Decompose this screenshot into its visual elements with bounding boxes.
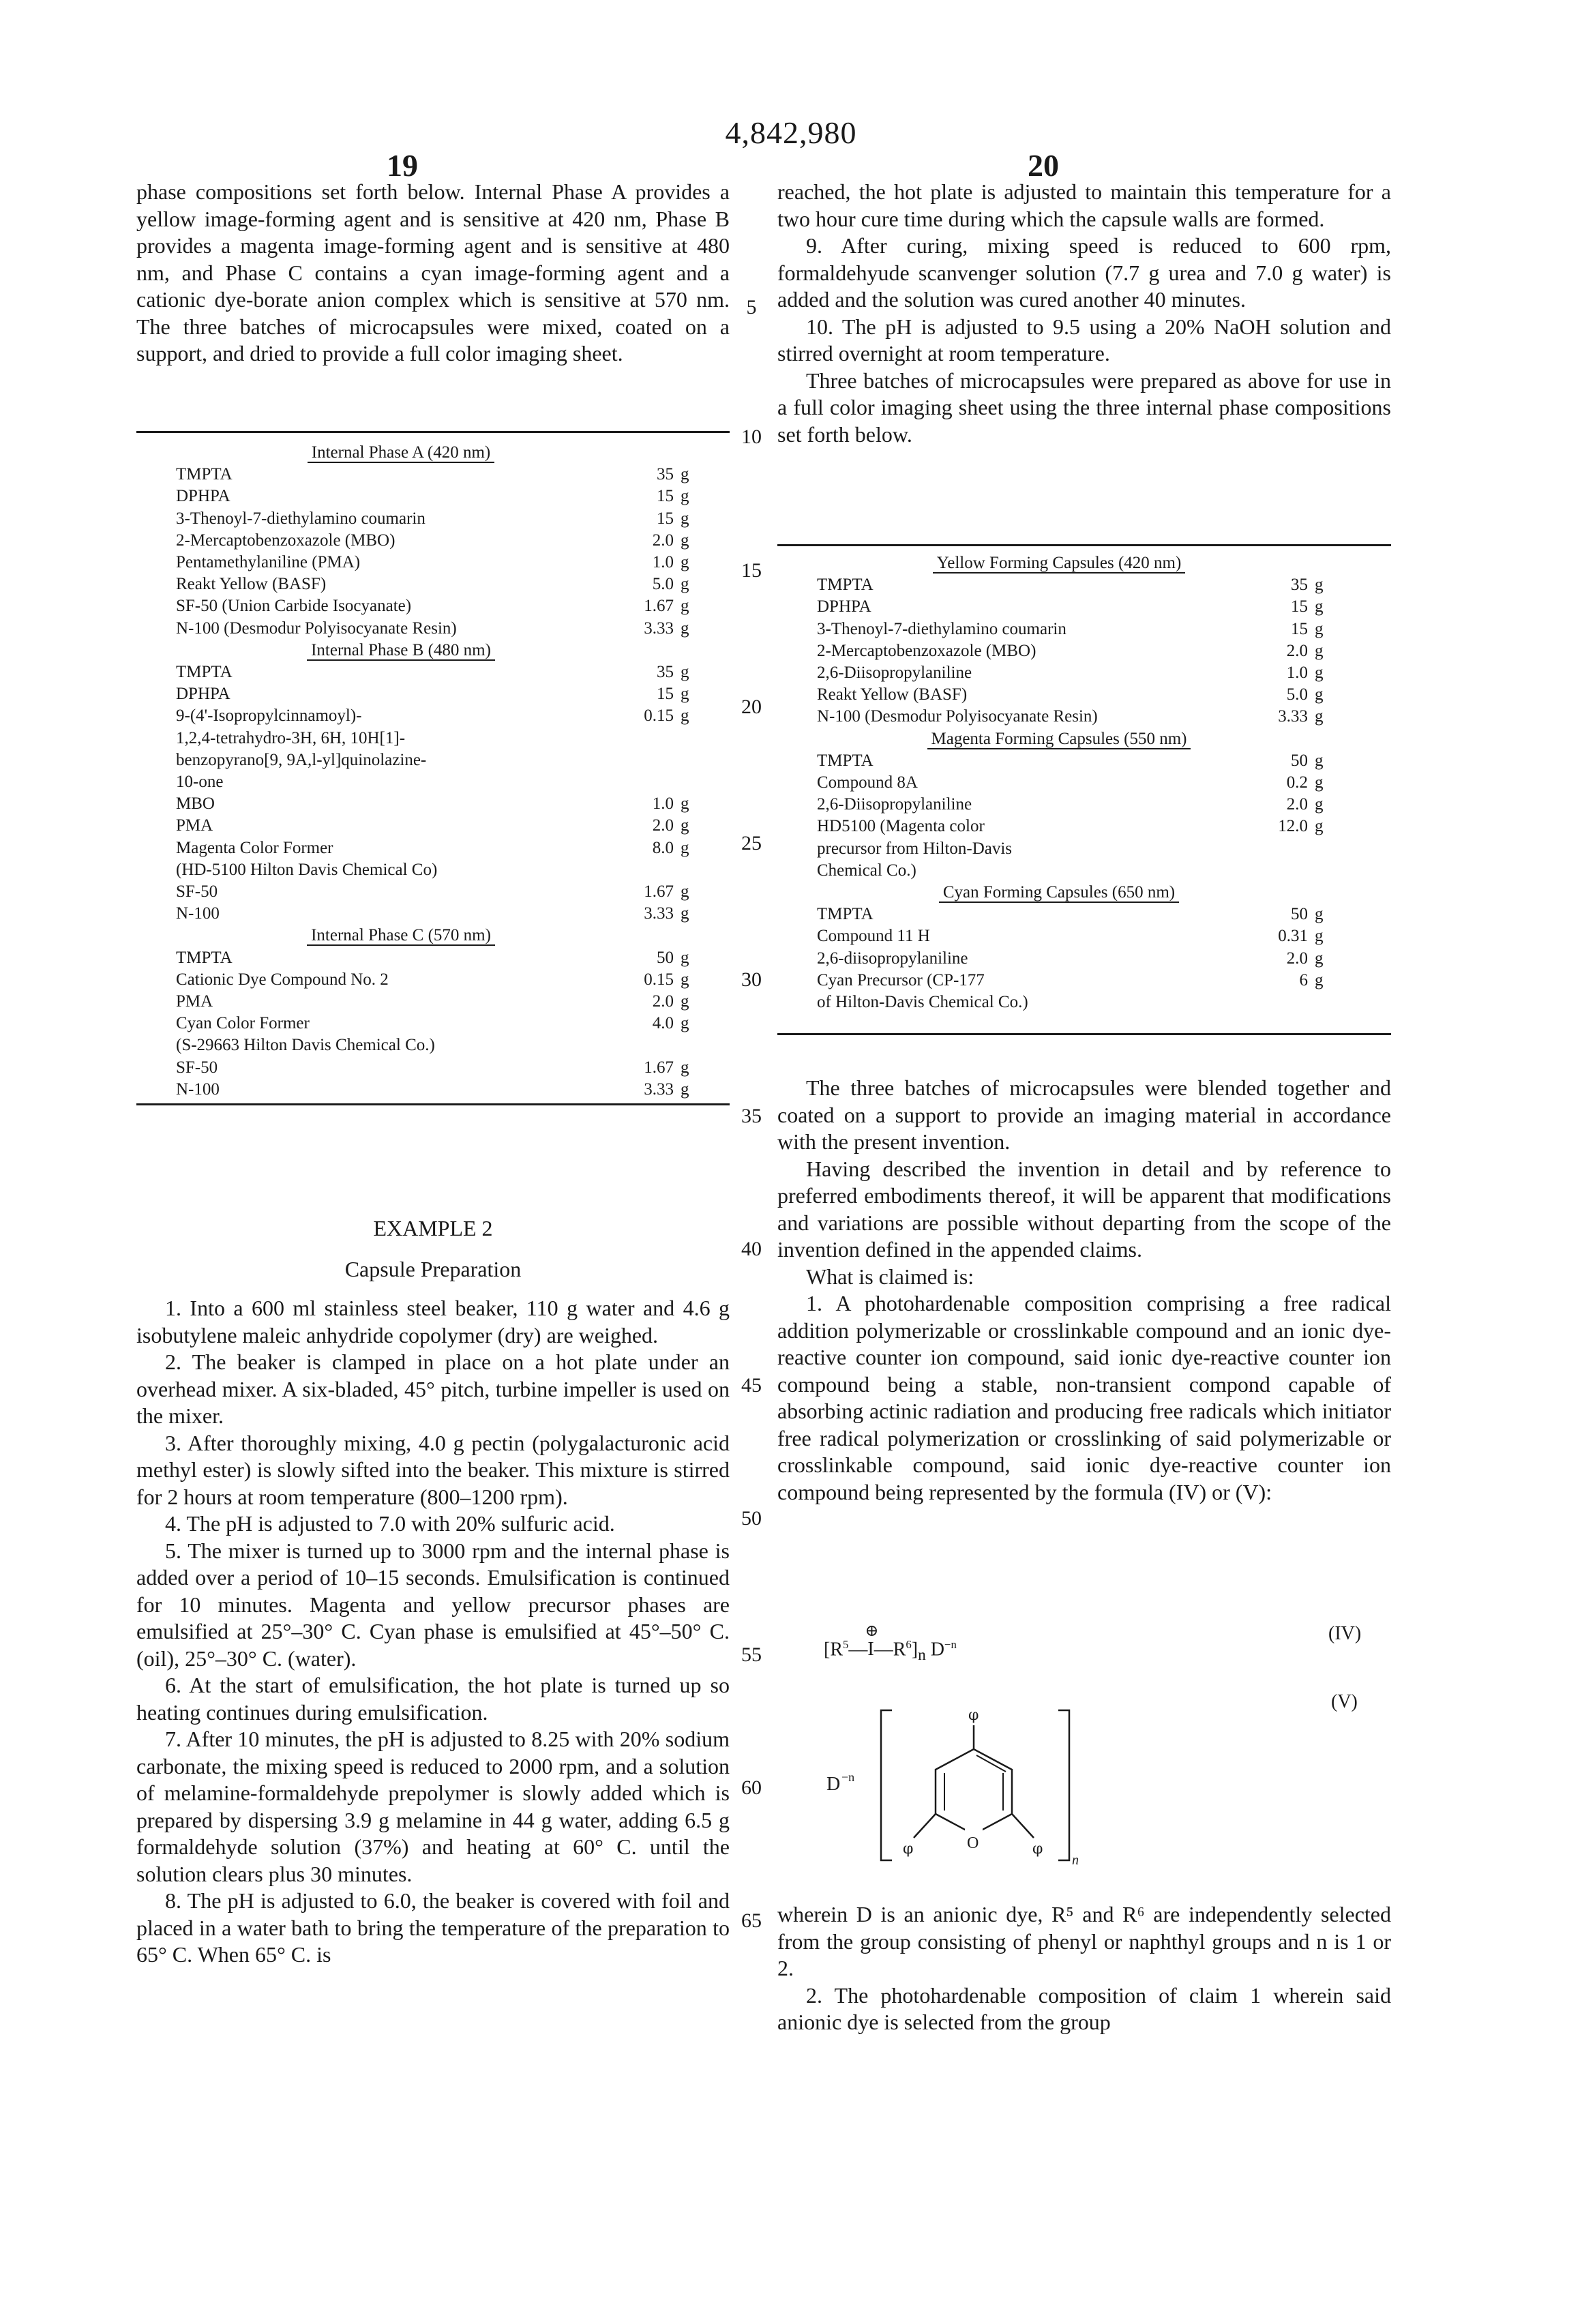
- svg-text:φ: φ: [1032, 1841, 1043, 1858]
- table-row: [176, 881, 701, 903]
- material-unit: g: [681, 881, 701, 903]
- table-row: [176, 903, 701, 925]
- material-name: 2,6-Diisopropylaniline: [817, 662, 1260, 684]
- right-paragraph-batches: Three batches of microcapsules were prepared as above for use in a full color imaging sheet using the three internal phase compositions set forth below.: [777, 368, 1391, 449]
- material-unit: [1315, 860, 1335, 882]
- material-amount: 1.67: [626, 595, 681, 617]
- table-row: [176, 771, 701, 793]
- right-page-number: 20: [1002, 147, 1084, 183]
- material-amount: 1.0: [626, 793, 681, 815]
- claim-2: 2. The photohardenable composition of claim 1 wherein said anionic dye is selected from the group: [777, 1982, 1391, 2036]
- table2-top-rule: [777, 544, 1391, 546]
- material-unit: [681, 771, 701, 793]
- material-unit: [681, 1034, 701, 1056]
- table-row: [176, 530, 701, 552]
- right-column-top: [777, 179, 1391, 448]
- material-amount: [626, 859, 681, 881]
- material-name: Cyan Color Former: [176, 1013, 626, 1034]
- material-amount: 2.0: [626, 991, 681, 1013]
- material-name: Chemical Co.): [817, 860, 1260, 882]
- material-unit: g: [1315, 816, 1335, 837]
- table-row: [176, 1079, 701, 1101]
- material-unit: g: [1315, 925, 1335, 947]
- material-name: Magenta Color Former: [176, 837, 626, 859]
- material-name: 3-Thenoyl-7-diethylamino coumarin: [176, 508, 626, 530]
- material-amount: 0.15: [626, 705, 681, 727]
- material-amount: 35: [626, 464, 681, 486]
- line-number: 65: [731, 1909, 772, 1933]
- material-unit: g: [681, 661, 701, 683]
- material-name: 2-Mercaptobenzoxazole (MBO): [817, 640, 1260, 662]
- yellow-title: Yellow Forming Capsules (420 nm): [933, 554, 1186, 573]
- formula-iv: [R5—I ⊕ —R6]n D−n: [824, 1638, 957, 1665]
- line-number: 15: [731, 559, 772, 582]
- step-8: 8. The pH is adjusted to 6.0, the beaker is covered with foil and placed in a water bath to bring the temperature of the preparation to 65° C. When 65° C. is: [136, 1888, 730, 1969]
- material-amount: 15: [1260, 619, 1315, 640]
- line-number: 20: [731, 696, 772, 719]
- material-amount: 5.0: [626, 573, 681, 595]
- material-name: PMA: [176, 991, 626, 1013]
- material-amount: [626, 1034, 681, 1056]
- material-name: 2,6-Diisopropylaniline: [817, 794, 1260, 816]
- material-unit: [681, 728, 701, 749]
- line-number: 45: [731, 1374, 772, 1397]
- wherein-paragraph: wherein D is an anionic dye, R⁵ and R⁶ are independently selected from the group consisting of phenyl or naphthyl groups and n is 1 or 2.: [777, 1901, 1391, 1982]
- svg-text:O: O: [967, 1834, 979, 1852]
- material-unit: g: [681, 1013, 701, 1034]
- step-9: 9. After curing, mixing speed is reduced to 600 rpm, formaldehyude scanvenger solution (7.7 g urea and 7.0 g water) is added and the solution was cured another 40 minutes.: [777, 233, 1391, 314]
- table-row: [817, 772, 1335, 794]
- material-unit: g: [1315, 904, 1335, 925]
- example-heading: EXAMPLE 2: [136, 1215, 730, 1242]
- step-3: 3. After thoroughly mixing, 4.0 g pectin (polygalacturonic acid methyl ester) is slowly sifted into the beaker. This mixture is stirred for 2 hours at room temperature (800–1200 rpm).: [136, 1430, 730, 1511]
- right-paragraph-1: reached, the hot plate is adjusted to maintain this temperature for a two hour cure time during which the capsule walls are formed.: [777, 179, 1391, 233]
- material-amount: [1260, 860, 1315, 882]
- formula-v-label: (V): [1331, 1691, 1358, 1713]
- material-name: Cyan Precursor (CP-177: [817, 970, 1260, 992]
- table-row: [176, 1057, 701, 1079]
- step-2: 2. The beaker is clamped in place on a hot plate under an overhead mixer. A six-bladed, 45° pitch, turbine impeller is used on the mixer.: [136, 1349, 730, 1430]
- material-amount: 15: [1260, 596, 1315, 618]
- step-5: 5. The mixer is turned up to 3000 rpm and the internal phase is added over a period of 10–15 seconds. Emulsification is continued for 10 minutes. Magenta and yellow precursor phases are emulsified at 25°–30° C. Cyan phase is emulsified at 45°–50° C. (oil), 25°–30° C. (water).: [136, 1538, 730, 1673]
- table-row: [817, 904, 1335, 925]
- capsule-prep-subheading: Capsule Preparation: [136, 1256, 730, 1283]
- material-amount: [1260, 838, 1315, 860]
- table-row: [817, 574, 1335, 596]
- material-amount: 1.0: [626, 552, 681, 573]
- capsule-table: [817, 552, 1335, 1013]
- svg-text:n: n: [1072, 1853, 1079, 1868]
- material-amount: 5.0: [1260, 684, 1315, 706]
- table-row: [817, 706, 1335, 728]
- material-name: Pentamethylaniline (PMA): [176, 552, 626, 573]
- material-name: DPHPA: [176, 683, 626, 705]
- table-row: [176, 859, 701, 881]
- material-name: SF-50: [176, 1057, 626, 1079]
- table-row: [817, 816, 1335, 837]
- table-row: [176, 508, 701, 530]
- material-unit: g: [1315, 750, 1335, 772]
- table-row: [817, 838, 1335, 860]
- phase-a-section: [176, 442, 701, 640]
- svg-text:D: D: [826, 1774, 840, 1795]
- line-number: 10: [731, 426, 772, 449]
- table-row: [176, 683, 701, 705]
- material-amount: 1.0: [1260, 662, 1315, 684]
- step-7: 7. After 10 minutes, the pH is adjusted to 8.25 with 20% sodium carbonate, the mixing speed is reduced to 2000 rpm, and a solution of melamine-formaldehyde prepolymer is slowly added which is prepared by dispersing 3.9 g melamine in 44 g water, adding 6.5 g formaldehyde solution (37%) and heating at 60° C. until the solution clears plus 30 minutes.: [136, 1726, 730, 1888]
- table-row: [817, 860, 1335, 882]
- material-name: HD5100 (Magenta color: [817, 816, 1260, 837]
- material-name: (HD-5100 Hilton Davis Chemical Co): [176, 859, 626, 881]
- phase-b-section: [176, 640, 701, 925]
- material-name: N-100 (Desmodur Polyisocyanate Resin): [176, 618, 626, 640]
- material-name: Cationic Dye Compound No. 2: [176, 969, 626, 991]
- material-name: benzopyrano[9, 9A,l-yl]quinolazine-: [176, 749, 626, 771]
- table-row: [176, 661, 701, 683]
- material-amount: 1.67: [626, 881, 681, 903]
- material-name: N-100: [176, 1079, 626, 1101]
- material-unit: g: [681, 508, 701, 530]
- material-unit: [681, 859, 701, 881]
- line-number: 60: [731, 1776, 772, 1800]
- table-row: [817, 596, 1335, 618]
- table-row: [176, 991, 701, 1013]
- phase-c-title: Internal Phase C (570 nm): [307, 926, 495, 946]
- material-amount: 3.33: [1260, 706, 1315, 728]
- material-amount: 1.67: [626, 1057, 681, 1079]
- material-name: of Hilton-Davis Chemical Co.): [817, 992, 1260, 1013]
- line-number: 30: [731, 968, 772, 992]
- material-amount: 15: [626, 486, 681, 507]
- material-amount: 2.0: [1260, 794, 1315, 816]
- material-unit: g: [1315, 948, 1335, 970]
- material-name: 10-one: [176, 771, 626, 793]
- material-unit: g: [681, 793, 701, 815]
- material-name: Reakt Yellow (BASF): [176, 573, 626, 595]
- material-amount: 35: [1260, 574, 1315, 596]
- intro-paragraph: phase compositions set forth below. Internal Phase A provides a yellow image-forming agent and is sensitive at 420 nm, Phase B provides a magenta image-forming agent and is sensitive at 480 nm, and Phase C contains a cyan image-forming agent and a cationic dye-borate anion complex which is sensitive at 570 nm. The three batches of microcapsules were mixed, coated on a support, and dried to provide a full color imaging sheet.: [136, 179, 730, 368]
- line-number: 25: [731, 832, 772, 855]
- material-amount: 3.33: [626, 618, 681, 640]
- left-page-number: 19: [361, 147, 443, 183]
- phase-a-title: Internal Phase A (420 nm): [308, 443, 494, 463]
- material-name: TMPTA: [817, 750, 1260, 772]
- material-amount: [626, 771, 681, 793]
- material-unit: g: [681, 969, 701, 991]
- table2-bottom-rule: [777, 1033, 1391, 1035]
- material-name: MBO: [176, 793, 626, 815]
- line-number: 55: [731, 1643, 772, 1667]
- material-amount: [1260, 992, 1315, 1013]
- table-row: [176, 793, 701, 815]
- material-name: Reakt Yellow (BASF): [817, 684, 1260, 706]
- material-amount: 50: [626, 947, 681, 969]
- internal-phase-table: [176, 442, 701, 1101]
- table-row: [176, 705, 701, 727]
- line-number: 5: [731, 296, 772, 319]
- material-unit: g: [681, 530, 701, 552]
- phase-b-title: Internal Phase B (480 nm): [307, 641, 495, 661]
- material-name: 2,6-diisopropylaniline: [817, 948, 1260, 970]
- material-amount: 0.2: [1260, 772, 1315, 794]
- table-row: [176, 947, 701, 969]
- material-amount: 15: [626, 683, 681, 705]
- material-name: 1,2,4-tetrahydro-3H, 6H, 10H[1]-: [176, 728, 626, 749]
- table-row: [817, 925, 1335, 947]
- material-unit: [1315, 838, 1335, 860]
- material-unit: g: [681, 1079, 701, 1101]
- material-unit: g: [681, 837, 701, 859]
- material-name: TMPTA: [176, 661, 626, 683]
- material-amount: 3.33: [626, 903, 681, 925]
- material-amount: 35: [626, 661, 681, 683]
- closing-paragraph: Having described the invention in detail and by reference to preferred embodiments thereof, it will be apparent that modifications and variations are possible without departing from the scope of the invention defined in the appended claims.: [777, 1156, 1391, 1264]
- step-1: 1. Into a 600 ml stainless steel beaker, 110 g water and 4.6 g isobutylene maleic anhydride copolymer (dry) are weighed.: [136, 1295, 730, 1349]
- material-name: SF-50 (Union Carbide Isocyanate): [176, 595, 626, 617]
- table-row: [176, 969, 701, 991]
- table-row: [176, 837, 701, 859]
- material-unit: g: [1315, 619, 1335, 640]
- table-row: [817, 794, 1335, 816]
- svg-text:−n: −n: [841, 1770, 854, 1784]
- material-amount: 12.0: [1260, 816, 1315, 837]
- cyan-title: Cyan Forming Capsules (650 nm): [939, 883, 1179, 903]
- step-6: 6. At the start of emulsification, the hot plate is turned up so heating continues during emulsification.: [136, 1672, 730, 1726]
- step-4: 4. The pH is adjusted to 7.0 with 20% sulfuric acid.: [136, 1510, 730, 1538]
- material-unit: g: [681, 815, 701, 837]
- material-name: TMPTA: [817, 574, 1260, 596]
- material-name: N-100: [176, 903, 626, 925]
- table-row: [176, 486, 701, 507]
- material-unit: g: [681, 486, 701, 507]
- table-row: [176, 595, 701, 617]
- right-column-claims: [777, 1075, 1391, 1506]
- material-unit: g: [1315, 662, 1335, 684]
- table-row: [817, 948, 1335, 970]
- material-name: TMPTA: [176, 464, 626, 486]
- material-amount: [626, 749, 681, 771]
- material-name: 9-(4'-Isopropylcinnamoyl)-: [176, 705, 626, 727]
- line-number: 35: [731, 1105, 772, 1128]
- patent-number: 4,842,980: [0, 115, 1582, 151]
- material-name: 2-Mercaptobenzoxazole (MBO): [176, 530, 626, 552]
- material-name: (S-29663 Hilton Davis Chemical Co.): [176, 1034, 626, 1056]
- table-row: [176, 1013, 701, 1034]
- phase-c-section: [176, 925, 701, 1101]
- material-unit: g: [681, 1057, 701, 1079]
- table-row: [817, 970, 1335, 992]
- material-unit: g: [681, 991, 701, 1013]
- table-row: [176, 815, 701, 837]
- claims-intro: What is claimed is:: [777, 1264, 1391, 1291]
- material-unit: g: [681, 552, 701, 573]
- material-unit: [1315, 992, 1335, 1013]
- right-column-bottom: [777, 1901, 1391, 2036]
- material-name: DPHPA: [817, 596, 1260, 618]
- material-name: TMPTA: [176, 947, 626, 969]
- claim-1: 1. A photohardenable composition comprising a free radical addition polymerizable or crosslinkable compound and an ionic dye-reactive counter ion compound, said ionic dye-reactive counter ion compound being a stable, non-transient compond capable of absorbing actinic radiation and producing free radicals which initiator free radical polymerization or crosslinking of said polymerizable or crosslinkable compound, said ionic dye-reactive counter ion compound being represented by the formula (IV) or (V):: [777, 1290, 1391, 1506]
- material-unit: g: [1315, 706, 1335, 728]
- material-amount: 2.0: [1260, 948, 1315, 970]
- material-amount: 4.0: [626, 1013, 681, 1034]
- table-row: [817, 684, 1335, 706]
- table-row: [817, 992, 1335, 1013]
- material-name: TMPTA: [817, 904, 1260, 925]
- material-name: precursor from Hilton-Davis: [817, 838, 1260, 860]
- material-unit: g: [681, 683, 701, 705]
- material-unit: g: [681, 705, 701, 727]
- material-amount: 2.0: [626, 815, 681, 837]
- table-row: [176, 1034, 701, 1056]
- table-row: [817, 640, 1335, 662]
- formula-iv-label: (IV): [1328, 1623, 1361, 1645]
- material-amount: 0.31: [1260, 925, 1315, 947]
- material-name: SF-50: [176, 881, 626, 903]
- table-row: [817, 662, 1335, 684]
- table-row: [176, 618, 701, 640]
- material-unit: g: [1315, 772, 1335, 794]
- material-unit: g: [1315, 970, 1335, 992]
- material-name: Compound 8A: [817, 772, 1260, 794]
- magenta-section: [817, 728, 1335, 882]
- table1-bottom-rule: [136, 1103, 730, 1105]
- material-unit: [681, 749, 701, 771]
- left-column-intro: [136, 179, 730, 368]
- material-unit: g: [681, 947, 701, 969]
- table-row: [176, 552, 701, 573]
- material-unit: g: [1315, 596, 1335, 618]
- table-row: [817, 750, 1335, 772]
- svg-text:φ: φ: [968, 1707, 979, 1724]
- line-number: 40: [731, 1238, 772, 1261]
- material-amount: 50: [1260, 904, 1315, 925]
- material-amount: 3.33: [626, 1079, 681, 1101]
- table-row: [176, 728, 701, 749]
- blend-paragraph: The three batches of microcapsules were blended together and coated on a support to provide an imaging material in accordance with the present invention.: [777, 1075, 1391, 1156]
- material-amount: 0.15: [626, 969, 681, 991]
- material-amount: 8.0: [626, 837, 681, 859]
- material-amount: 2.0: [1260, 640, 1315, 662]
- material-unit: g: [681, 618, 701, 640]
- material-amount: 6: [1260, 970, 1315, 992]
- material-name: 3-Thenoyl-7-diethylamino coumarin: [817, 619, 1260, 640]
- svg-text:φ: φ: [903, 1841, 913, 1858]
- material-amount: 15: [626, 508, 681, 530]
- table-row: [176, 749, 701, 771]
- material-unit: g: [1315, 640, 1335, 662]
- material-unit: g: [1315, 574, 1335, 596]
- cyan-section: [817, 882, 1335, 1013]
- material-name: N-100 (Desmodur Polyisocyanate Resin): [817, 706, 1260, 728]
- material-amount: 2.0: [626, 530, 681, 552]
- left-column-example: [136, 1215, 730, 1969]
- material-unit: g: [681, 573, 701, 595]
- table-row: [176, 573, 701, 595]
- material-name: DPHPA: [176, 486, 626, 507]
- material-unit: g: [681, 595, 701, 617]
- material-amount: 50: [1260, 750, 1315, 772]
- table-row: [817, 619, 1335, 640]
- material-unit: g: [681, 903, 701, 925]
- formula-v-structure: [818, 1698, 1125, 1875]
- material-name: PMA: [176, 815, 626, 837]
- table1-top-rule: [136, 431, 730, 433]
- line-number: 50: [731, 1507, 772, 1530]
- material-name: Compound 11 H: [817, 925, 1260, 947]
- material-amount: [626, 728, 681, 749]
- magenta-title: Magenta Forming Capsules (550 nm): [927, 730, 1191, 749]
- material-unit: g: [1315, 794, 1335, 816]
- material-unit: g: [1315, 684, 1335, 706]
- table-row: [176, 464, 701, 486]
- step-10: 10. The pH is adjusted to 9.5 using a 20% NaOH solution and stirred overnight at room temperature.: [777, 314, 1391, 368]
- yellow-section: [817, 552, 1335, 728]
- material-unit: g: [681, 464, 701, 486]
